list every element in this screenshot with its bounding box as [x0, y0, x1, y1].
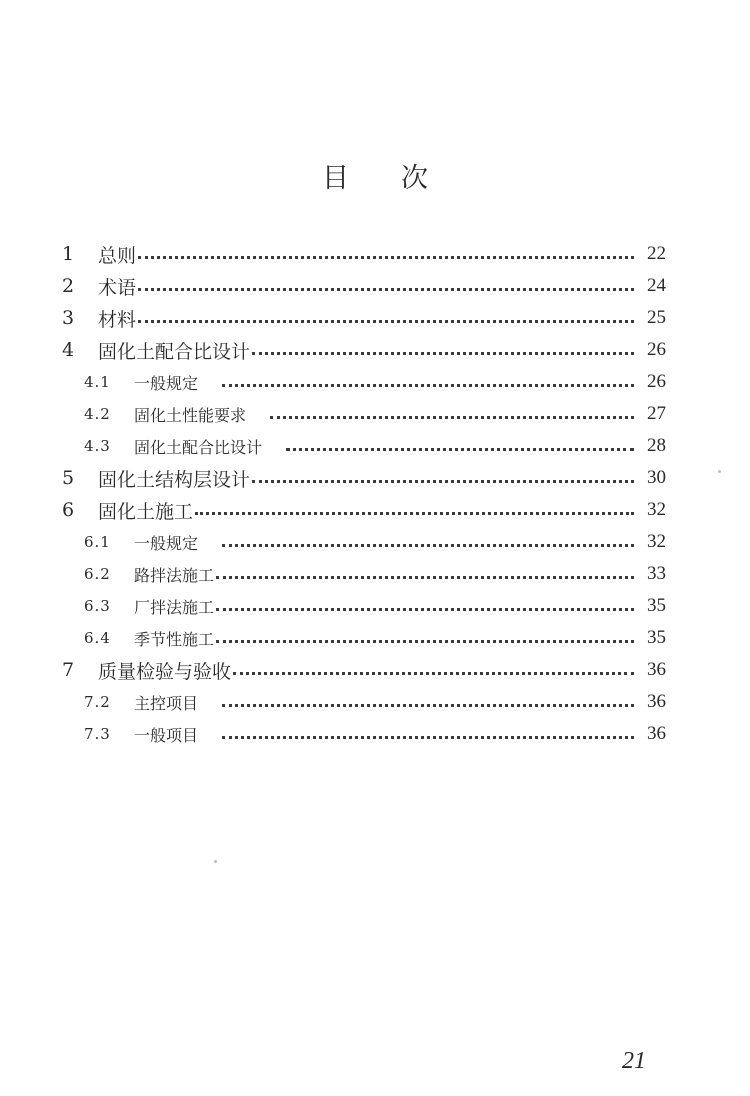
toc-subentry-page: 36 — [647, 723, 666, 744]
toc-entry-page: 36 — [647, 659, 666, 680]
toc-entry[interactable] — [62, 334, 666, 366]
toc-entry-label: 术语 — [98, 276, 137, 299]
toc-subentry-number: 4.2 — [84, 405, 111, 423]
toc-subentry-label: 厂拌法施工 — [134, 597, 215, 617]
toc-subentry-label: 路拌法施工 — [134, 565, 215, 585]
toc-entry-number: 5 — [62, 467, 75, 489]
toc-subentry-number: 6.2 — [84, 565, 111, 583]
toc-subentry-number: 4.1 — [84, 373, 111, 391]
toc-entry-page: 32 — [647, 499, 666, 520]
toc-entry-page: 26 — [647, 339, 666, 360]
toc-entry[interactable] — [62, 494, 666, 526]
toc-subentry[interactable] — [62, 430, 666, 462]
toc-subentry-page: 27 — [647, 403, 666, 424]
toc-entry[interactable] — [62, 654, 666, 686]
toc-subentry-label: 一般规定 — [134, 373, 199, 393]
toc-entry-label: 固化土配合比设计 — [98, 340, 251, 363]
toc-entry-label: 总则 — [98, 244, 137, 267]
toc-entry-page: 24 — [647, 275, 666, 296]
toc-entry[interactable] — [62, 238, 666, 270]
page-number: 21 — [622, 1048, 646, 1074]
toc-entry-page: 22 — [647, 243, 666, 264]
page-title — [0, 156, 750, 195]
toc-entry-label: 材料 — [98, 308, 137, 331]
toc-subentry[interactable] — [62, 398, 666, 430]
toc-subentry-page: 26 — [647, 371, 666, 392]
toc-leader-dots — [252, 480, 634, 483]
toc-leader-dots — [222, 704, 634, 707]
toc-subentry-label: 固化土配合比设计 — [134, 437, 263, 457]
toc-entry[interactable] — [62, 302, 666, 334]
toc-entry-number: 3 — [62, 307, 75, 329]
toc-subentry[interactable] — [62, 526, 666, 558]
toc-subentry-page: 35 — [647, 595, 666, 616]
toc-leader-dots — [195, 512, 634, 515]
toc-entry-number: 6 — [62, 499, 75, 521]
toc-subentry-page: 36 — [647, 691, 666, 712]
toc-entry-number: 4 — [62, 339, 75, 361]
toc-subentry-label: 一般项目 — [134, 725, 199, 745]
toc-leader-dots — [138, 320, 634, 323]
scan-speck — [214, 860, 217, 863]
page-title-char-1: 目 — [322, 163, 349, 194]
toc-entry[interactable] — [62, 270, 666, 302]
toc-entry-label: 固化土结构层设计 — [98, 468, 251, 491]
toc-subentry[interactable] — [62, 558, 666, 590]
table-of-contents — [62, 238, 666, 750]
toc-entry-page: 30 — [647, 467, 666, 488]
toc-entry-label: 质量检验与验收 — [98, 660, 232, 683]
toc-subentry-page: 28 — [647, 435, 666, 456]
toc-subentry-label: 主控项目 — [134, 693, 199, 713]
toc-leader-dots — [252, 352, 634, 355]
toc-entry-number: 7 — [62, 659, 75, 681]
toc-subentry[interactable] — [62, 590, 666, 622]
toc-leader-dots — [138, 288, 634, 291]
toc-entry[interactable] — [62, 462, 666, 494]
toc-entry-page: 25 — [647, 307, 666, 328]
toc-subentry-number: 6.1 — [84, 533, 111, 551]
toc-subentry-number: 7.2 — [84, 693, 111, 711]
toc-subentry-label: 固化土性能要求 — [134, 405, 247, 425]
toc-subentry-page: 35 — [647, 627, 666, 648]
toc-subentry-label: 一般规定 — [134, 533, 199, 553]
toc-leader-dots — [222, 544, 634, 547]
toc-subentry[interactable] — [62, 622, 666, 654]
scan-speck — [718, 470, 721, 473]
toc-subentry-number: 6.3 — [84, 597, 111, 615]
toc-subentry[interactable] — [62, 686, 666, 718]
toc-leader-dots — [222, 736, 634, 739]
toc-subentry-number: 6.4 — [84, 629, 111, 647]
toc-leader-dots — [270, 416, 634, 419]
page-title-char-2: 次 — [401, 163, 428, 194]
toc-leader-dots — [216, 640, 634, 643]
toc-subentry[interactable] — [62, 718, 666, 750]
toc-leader-dots — [216, 576, 634, 579]
toc-leader-dots — [138, 256, 634, 259]
toc-subentry-number: 7.3 — [84, 725, 111, 743]
toc-subentry-page: 33 — [647, 563, 666, 584]
toc-subentry-label: 季节性施工 — [134, 629, 215, 649]
toc-leader-dots — [233, 672, 634, 675]
toc-subentry[interactable] — [62, 366, 666, 398]
toc-subentry-page: 32 — [647, 531, 666, 552]
toc-leader-dots — [222, 384, 634, 387]
toc-entry-label: 固化土施工 — [98, 500, 194, 523]
toc-leader-dots — [286, 448, 634, 451]
toc-subentry-number: 4.3 — [84, 437, 111, 455]
toc-leader-dots — [216, 608, 634, 611]
toc-entry-number: 2 — [62, 275, 75, 297]
toc-entry-number: 1 — [62, 243, 75, 265]
